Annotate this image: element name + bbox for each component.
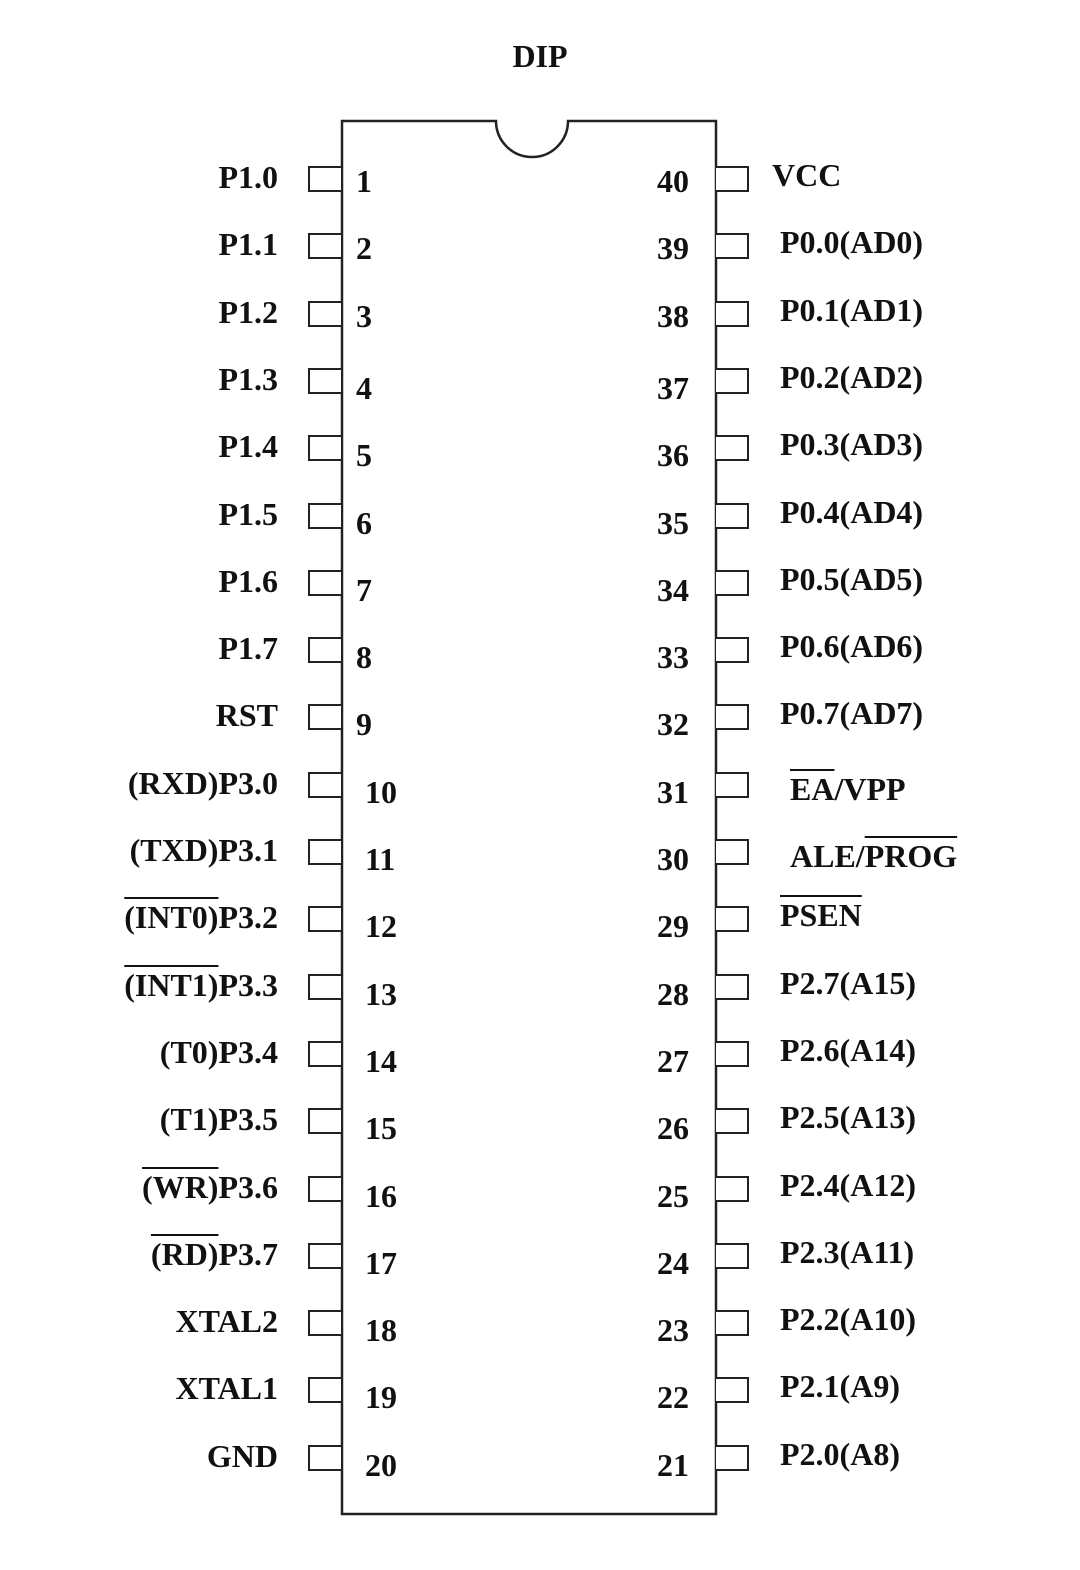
pin-label: P0.5(AD5) [780,560,924,597]
pin-label: P1.2 [218,293,278,330]
pin-3-lead [308,301,341,327]
pin-label: P0.4(AD4) [780,493,924,530]
pin-number: 35 [657,504,689,541]
pin-label: P0.1(AD1) [780,291,924,328]
pin-17-lead [308,1243,341,1269]
pin-number: 15 [365,1110,397,1147]
pin-12-lead [308,906,341,932]
pin-37-lead [716,368,749,394]
active-low-overline: PROG [864,838,958,874]
pin-label: P2.5(A13) [780,1099,916,1136]
pin-number: 39 [657,230,689,267]
pin-label: ALE/PROG [790,838,958,874]
pin-number: 13 [365,975,397,1012]
pin-number: 40 [657,163,689,199]
pin-label: (RXD)P3.0 [127,764,278,801]
pin-label: P2.7(A15) [780,964,916,1001]
pin-16-lead [308,1176,341,1202]
pin-20-lead [308,1445,341,1471]
pin-label: (T1)P3.5 [159,1101,278,1138]
pin-23-lead [716,1310,749,1336]
pin-label: GND [206,1437,278,1474]
pin-4-lead [308,368,341,394]
pin-number: 36 [657,437,689,474]
pin-9-lead [308,704,341,730]
pin-22-lead [716,1377,749,1403]
active-low-overline: (INT0) [124,899,219,936]
pin-number: 33 [657,639,689,676]
pin-number: 24 [657,1244,689,1281]
pin-label: RST [215,697,278,734]
pin-40-lead [716,166,749,192]
pin-label: P2.2(A10) [780,1301,916,1338]
pin-label: XTAL2 [175,1303,278,1340]
pin-1-lead [308,166,341,192]
pin-label: P0.3(AD3) [780,426,924,463]
pin-number: 7 [356,571,372,608]
pin-30-lead [716,839,749,865]
pin-26-lead [716,1108,749,1134]
pin-number: 23 [657,1312,689,1349]
pin-number: 1 [356,163,372,199]
pin-19-lead [308,1377,341,1403]
pin-label: P1.6 [218,562,278,599]
pin-8-lead [308,637,341,663]
pin-label: P2.3(A11) [780,1233,915,1270]
pin-15-lead [308,1108,341,1134]
pin-number: 18 [365,1312,397,1349]
pin-label: (INT0)P3.2 [124,899,278,936]
pin-39-lead [716,233,749,259]
pin-label: P0.7(AD7) [780,695,924,732]
active-low-overline: (INT1) [124,966,219,1003]
pin-11-lead [308,839,341,865]
pin-label: XTAL1 [175,1370,278,1407]
pin-number: 38 [657,297,689,334]
pin-number: 31 [657,773,689,810]
pin-28-lead [716,974,749,1000]
pin-label: VCC [772,157,842,193]
pin-number: 8 [356,639,372,676]
pin-label: P1.4 [218,428,278,465]
pin-label: P1.3 [218,360,278,397]
pin-label: (INT1)P3.3 [124,966,278,1003]
pin-label: P1.1 [218,226,278,263]
pin-number: 12 [365,908,397,945]
pin-label: P0.2(AD2) [780,358,924,395]
pin-35-lead [716,503,749,529]
pin-label [780,898,862,932]
pin-label: (TXD)P3.1 [129,832,278,868]
pin-number: 3 [356,297,372,334]
pin-number: 19 [365,1379,397,1416]
pin-label: P2.4(A12) [780,1166,916,1203]
pin-number: 29 [657,908,689,945]
pin-31-lead [716,772,749,798]
pin-21-lead [716,1445,749,1471]
pin-number: 22 [657,1379,689,1416]
pin-number: 6 [356,504,372,541]
pin-number: 5 [356,437,372,474]
pin-14-lead [308,1041,341,1067]
pin-29-lead [716,906,749,932]
pin-label: P2.0(A8) [780,1435,900,1472]
pin-18-lead [308,1310,341,1336]
pin-number: 37 [657,369,689,406]
pin-number: 17 [365,1244,397,1281]
pin-27-lead [716,1041,749,1067]
pin-label: P2.6(A14) [780,1031,916,1068]
pin-number: 4 [356,369,372,406]
pin-label: P2.1(A9) [780,1368,900,1405]
pin-7-lead [308,570,341,596]
pin-number: 32 [657,706,689,743]
pin-label: P1.0 [218,159,278,195]
active-low-overline: (WR) [142,1168,219,1205]
pin-label: (RD)P3.7 [150,1235,278,1272]
active-low-overline: $\overline{EA}$ [790,770,835,807]
pin-number: 20 [365,1446,397,1483]
pin-number: 11 [365,841,396,877]
active-low-overline: PSEN [780,897,862,934]
pin-38-lead [716,301,749,327]
pin-13-lead [308,974,341,1000]
pin-label: P0.6(AD6) [780,628,924,665]
pin-label: P1.7 [218,630,278,667]
pin-number: 21 [657,1446,689,1483]
pin-33-lead [716,637,749,663]
pin-label: (WR)P3.6 [142,1168,278,1205]
diagram-title: DIP [512,38,568,74]
pin-number: 10 [365,773,397,810]
pin-label: P0.0(AD0) [780,224,924,261]
pin-number: 9 [356,706,372,743]
pin-number: 34 [657,571,689,608]
pin-number: 28 [657,975,689,1012]
pin-number: 27 [657,1042,689,1079]
pin-label: $\overline{EA}$/VPP [790,770,906,807]
pin-2-lead [308,233,341,259]
pin-6-lead [308,503,341,529]
pin-label: P1.5 [218,495,278,532]
pin-number: 14 [365,1042,397,1079]
pin-label: (T0)P3.4 [159,1033,278,1070]
pin-number: 16 [365,1177,397,1214]
pin-number: 2 [356,230,372,267]
pin-10-lead [308,772,341,798]
pin-34-lead [716,570,749,596]
pin-number: 25 [657,1177,689,1214]
pin-25-lead [716,1176,749,1202]
pin-36-lead [716,435,749,461]
pin-number: 26 [657,1110,689,1147]
pin-24-lead [716,1243,749,1269]
pin-5-lead [308,435,341,461]
pin-number: 30 [657,841,689,877]
active-low-overline: (RD) [150,1235,219,1272]
pin-32-lead [716,704,749,730]
